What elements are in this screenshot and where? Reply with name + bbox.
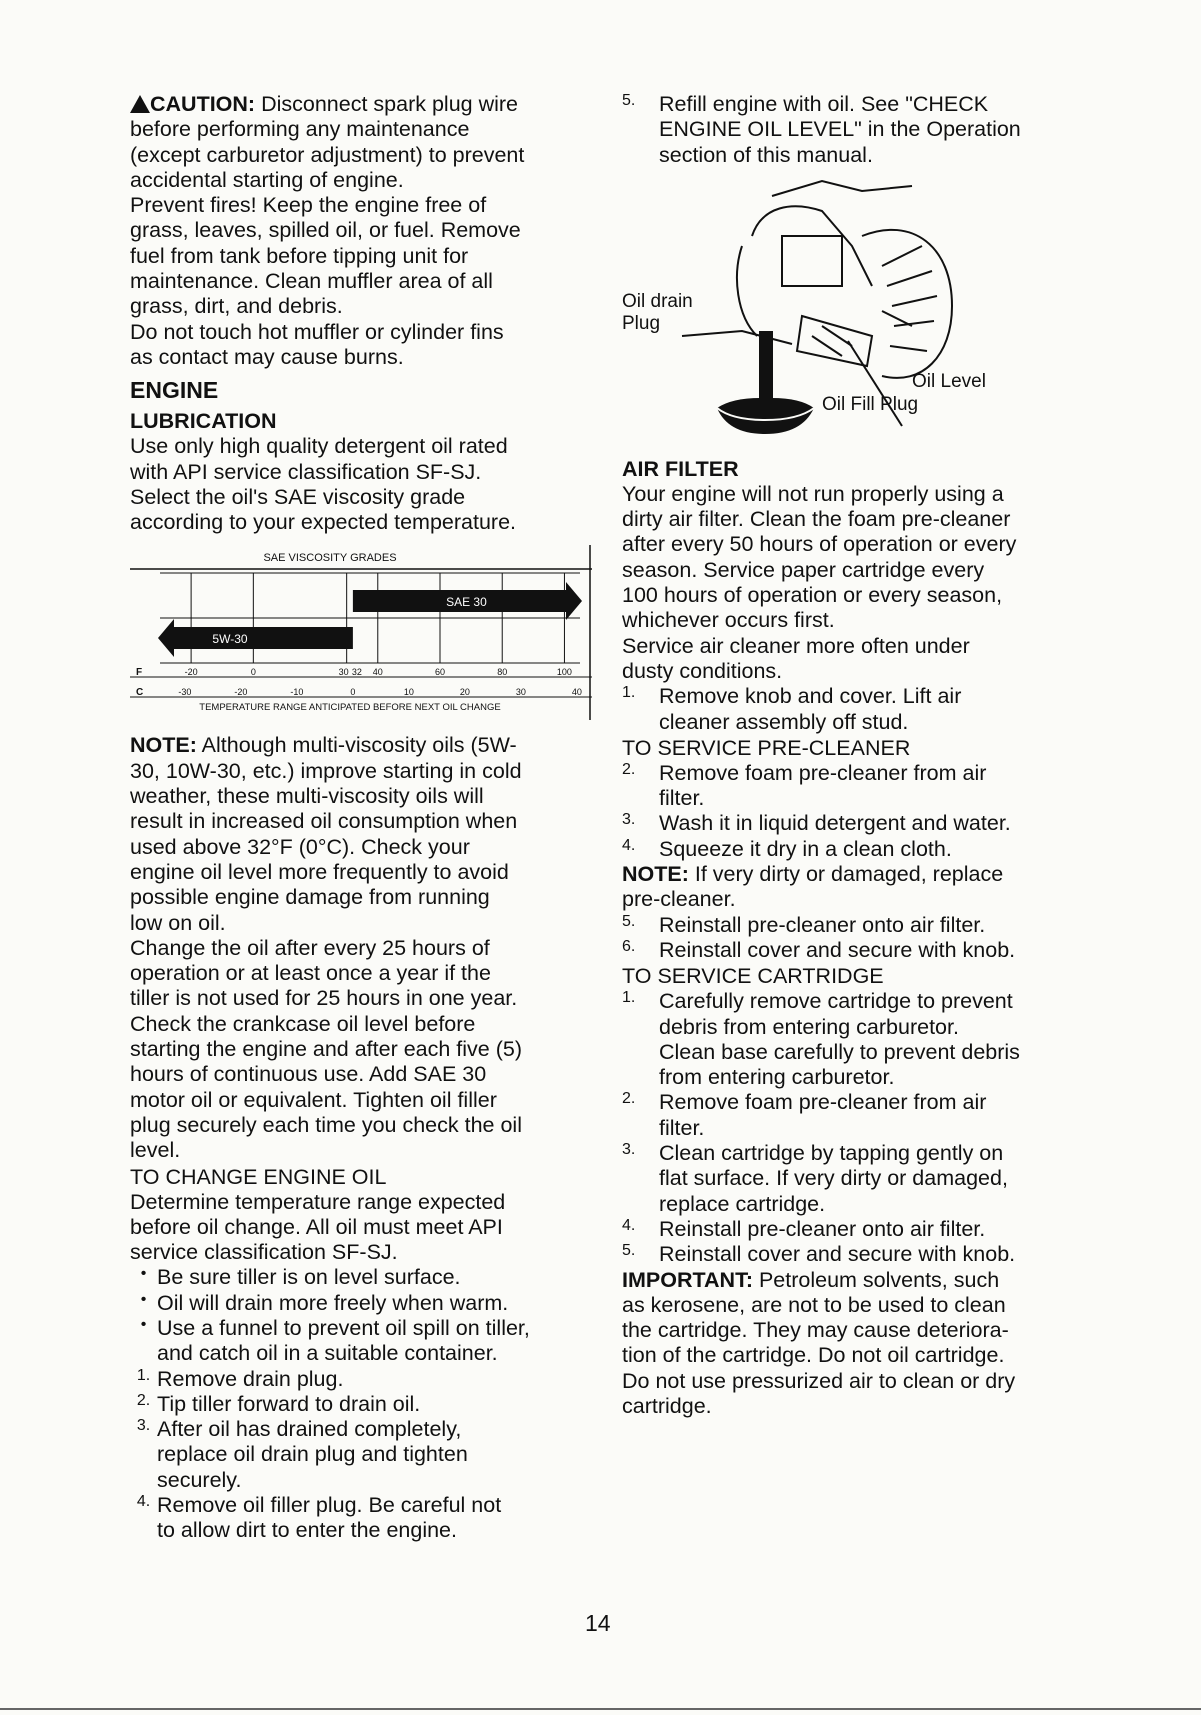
- f-tick-label: 40: [372, 667, 383, 678]
- step-text: Refill engine with oil. See "CHECK: [659, 92, 989, 116]
- important-line: as kerosene, are not to be used to clean: [622, 1292, 1006, 1317]
- cartridge-step: [622, 1217, 1084, 1242]
- lubrication-line: Select the oil's SAE viscosity grade: [130, 484, 466, 509]
- lubrication-line: with API service classification SF-SJ.: [130, 459, 482, 484]
- bullet-icon: •: [140, 1290, 147, 1308]
- change-oil-line: before oil change. All oil must meet API: [130, 1214, 503, 1239]
- step-number: 2.: [136, 1391, 151, 1409]
- change-oil-line: Determine temperature range expected: [130, 1189, 506, 1214]
- important-line: Petroleum solvents, such: [752, 1267, 1000, 1292]
- note-line: 30, 10W-30, etc.) improve starting in cold: [130, 758, 522, 783]
- air-filter-line: season. Service paper cartridge every: [622, 557, 985, 582]
- bullet-list: [130, 1265, 595, 1366]
- step-text: ENGINE OIL LEVEL" in the Operation: [659, 117, 1021, 142]
- note-line: operation or at least once a year if the: [130, 961, 491, 986]
- step-text: to allow dirt to enter the engine.: [157, 1518, 457, 1543]
- step-number: [130, 1442, 157, 1467]
- viscosity-bar-label: 5W-30: [212, 632, 248, 647]
- oil-drain-figure: [622, 176, 1084, 446]
- step-number: 3.: [622, 811, 636, 829]
- pre-cleaner-steps-2: [622, 913, 1084, 964]
- air-filter-line: Your engine will not run properly using a: [622, 481, 1004, 506]
- caution-line: before performing any maintenance: [130, 117, 470, 142]
- step-text: Clean base carefully to prevent debris: [659, 1039, 1020, 1064]
- change-oil-step: [130, 1417, 595, 1442]
- f-tick-label: 30: [338, 667, 349, 678]
- step-text: debris from entering carburetor.: [659, 1014, 959, 1039]
- oil-drain-label-line: Plug: [622, 312, 661, 334]
- note-line: motor oil or equivalent. Tighten oil filler: [130, 1087, 497, 1112]
- step-text: Remove foam pre-cleaner from air: [659, 760, 987, 785]
- step-text: securely.: [157, 1467, 242, 1492]
- change-oil-heading: TO CHANGE ENGINE OIL: [130, 1164, 387, 1189]
- bullet-item: [130, 1265, 595, 1290]
- c-tick-label: 10: [403, 687, 414, 698]
- c-axis-label: C: [136, 687, 144, 699]
- caution-line: accidental starting of engine.: [130, 167, 404, 192]
- step-number: 5.: [622, 1242, 636, 1260]
- step-number: 1.: [622, 684, 636, 702]
- important-line: cartridge.: [622, 1393, 712, 1418]
- step-number: 1.: [622, 989, 636, 1007]
- air-filter-step: [622, 684, 1084, 709]
- c-tick-label: 0: [350, 687, 356, 698]
- engine-heading: ENGINE: [130, 377, 219, 404]
- note-text: [130, 759, 595, 1164]
- step-text: Reinstall pre-cleaner onto air filter.: [659, 1216, 986, 1241]
- cartridge-step: [622, 989, 1084, 1014]
- refill-step-line: [622, 143, 1084, 168]
- c-tick-label: -10: [290, 687, 304, 698]
- note-line: used above 32°F (0°C). Check your: [130, 834, 470, 859]
- air-filter-step: [622, 710, 1084, 735]
- note-line: plug securely each time you check the oil: [130, 1112, 522, 1137]
- caution-line: grass, leaves, spilled oil, or fuel. Remove: [130, 218, 521, 243]
- step-text: Reinstall cover and secure with knob.: [659, 937, 1016, 962]
- cartridge-step: [622, 1090, 1084, 1115]
- c-tick-label: -20: [234, 687, 248, 698]
- bullet-icon: •: [140, 1265, 147, 1283]
- pre-cleaner-step: [622, 786, 1084, 811]
- lubrication-text: [130, 434, 595, 535]
- step-number: [622, 1192, 659, 1217]
- step-text: flat surface. If very dirty or damaged,: [659, 1166, 1008, 1191]
- bullet-text: Be sure tiller is on level surface.: [157, 1265, 461, 1290]
- oil-level-label: Oil Level: [912, 370, 986, 392]
- step-text: Reinstall pre-cleaner onto air filter.: [659, 912, 986, 937]
- f-tick-label: 60: [434, 667, 446, 678]
- cartridge-step: [622, 1040, 1084, 1065]
- bottom-rule: [0, 1708, 1201, 1710]
- step-number: 5.: [622, 92, 636, 109]
- air-filter-text: [622, 482, 1084, 684]
- step-text: cleaner assembly off stud.: [659, 709, 909, 734]
- step-text: filter.: [659, 1115, 705, 1140]
- step-number: [622, 1065, 659, 1090]
- step-text: Remove drain plug.: [157, 1366, 344, 1391]
- step-number: 3.: [622, 1141, 636, 1159]
- oil-fill-plug-label: Oil Fill Plug: [822, 393, 919, 415]
- step-number: 4.: [136, 1493, 151, 1511]
- left-column: [130, 92, 595, 1544]
- change-oil-step: [130, 1493, 595, 1518]
- air-filter-line: whichever occurs first.: [622, 608, 835, 633]
- bullet-icon: [130, 1341, 157, 1366]
- bullet-item: [130, 1291, 595, 1316]
- note-line: weather, these multi-viscosity oils will: [130, 784, 484, 809]
- pre-note-line: If very dirty or damaged, replace: [688, 862, 1004, 887]
- note-first-line: [130, 733, 595, 758]
- note-line: engine oil level more frequently to avoid: [130, 859, 509, 884]
- pre-cleaner-step: [622, 913, 1084, 938]
- oil-drain-label: [622, 291, 693, 335]
- cartridge-step: [622, 1166, 1084, 1191]
- f-axis-label: F: [136, 667, 143, 679]
- change-oil-step: [130, 1442, 595, 1467]
- f-tick-label: 0: [250, 667, 256, 678]
- refill-step: [622, 92, 1084, 168]
- important-line: the cartridge. They may cause deteriora-: [622, 1318, 1009, 1343]
- cartridge-step: [622, 1242, 1084, 1267]
- step-text: After oil has drained completely,: [157, 1417, 462, 1442]
- caution-line: Prevent fires! Keep the engine free of: [130, 193, 487, 218]
- step-number: [622, 1015, 659, 1040]
- change-oil-step: [130, 1518, 595, 1543]
- oil-drain-label-line: Oil drain: [622, 290, 693, 312]
- caution-line: as contact may cause burns.: [130, 344, 404, 369]
- pre-cleaner-step: [622, 837, 1084, 862]
- note-line: hours of continuous use. Add SAE 30: [130, 1062, 487, 1087]
- step-number: [622, 143, 659, 168]
- f-tick-label: 100: [556, 667, 572, 678]
- viscosity-bar: [158, 619, 353, 657]
- pre-note-label: NOTE:: [622, 862, 689, 887]
- pre-cleaner-step: [622, 938, 1084, 963]
- chart-xlabel: TEMPERATURE RANGE ANTICIPATED BEFORE NEXT OIL CHANGE: [199, 702, 501, 714]
- note-label: NOTE:: [130, 733, 197, 758]
- step-number: [622, 1040, 659, 1065]
- pre-cleaner-step: [622, 761, 1084, 786]
- step-number: 2.: [622, 760, 636, 778]
- pre-cleaner-step: [622, 811, 1084, 836]
- f-tick-label: 80: [497, 667, 508, 678]
- lubrication-line: Use only high quality detergent oil rated: [130, 434, 508, 459]
- step-text: Remove foam pre-cleaner from air: [659, 1090, 987, 1115]
- caution-line: maintenance. Clean muffler area of all: [130, 269, 493, 294]
- viscosity-bar-label: SAE 30: [446, 595, 487, 610]
- step-text: section of this manual.: [659, 142, 873, 167]
- important-text: [622, 1293, 1084, 1419]
- important-line: tion of the cartridge. Do not oil cartridge.: [622, 1343, 1005, 1368]
- air-filter-steps: [622, 684, 1084, 735]
- lubrication-heading: LUBRICATION: [130, 409, 277, 434]
- change-oil-line: service classification SF-SJ.: [130, 1240, 398, 1265]
- step-number: 3.: [136, 1417, 151, 1435]
- bullet-icon: •: [140, 1315, 147, 1333]
- air-filter-line: 100 hours of operation or every season,: [622, 583, 1003, 608]
- step-text: Remove oil filler plug. Be careful not: [157, 1493, 502, 1518]
- f-tick-label: -20: [184, 667, 198, 678]
- step-text: filter.: [659, 786, 705, 811]
- note-line: level.: [130, 1138, 181, 1163]
- step-text: Wash it in liquid detergent and water.: [659, 811, 1011, 836]
- step-text: Tip tiller forward to drain oil.: [157, 1391, 421, 1416]
- step-text: Clean cartridge by tapping gently on: [659, 1141, 1004, 1166]
- pre-note-line: pre-cleaner.: [622, 887, 736, 912]
- caution-line: grass, dirt, and debris.: [130, 294, 343, 319]
- step-number: 6.: [622, 937, 636, 955]
- caution-line: Do not touch hot muffler or cylinder fins: [130, 319, 504, 344]
- page-number: 14: [585, 1610, 611, 1636]
- caution-label: CAUTION:: [150, 92, 256, 116]
- important-line: Do not use pressurized air to clean or dry: [622, 1368, 1016, 1393]
- caution-line: Disconnect spark plug wire: [255, 92, 519, 116]
- step-number: [622, 786, 659, 811]
- step-text: Reinstall cover and secure with knob.: [659, 1242, 1016, 1267]
- pre-cleaner-heading: TO SERVICE PRE-CLEANER: [622, 735, 911, 760]
- air-filter-line: after every 50 hours of operation or every: [622, 532, 1017, 557]
- step-number: [622, 117, 659, 142]
- chart-title: SAE VISCOSITY GRADES: [263, 552, 397, 565]
- step-number: 5.: [622, 912, 636, 930]
- change-oil-text: [130, 1190, 595, 1266]
- cartridge-steps: [622, 989, 1084, 1267]
- step-text: from entering carburetor.: [659, 1065, 895, 1090]
- pre-cleaner-steps: [622, 761, 1084, 862]
- air-filter-line: Service air cleaner more often under: [622, 633, 970, 658]
- air-filter-line: dirty air filter. Clean the foam pre-cleaner: [622, 507, 1011, 532]
- c-tick-label: 40: [571, 687, 582, 698]
- step-number: [622, 1166, 659, 1191]
- bullet-item: [130, 1341, 595, 1366]
- step-text: Squeeze it dry in a clean cloth.: [659, 836, 952, 861]
- step-number: 1.: [136, 1366, 151, 1384]
- refill-step-line: [622, 117, 1084, 142]
- important-first-line: [622, 1268, 1084, 1293]
- cartridge-step: [622, 1141, 1084, 1166]
- cartridge-heading: TO SERVICE CARTRIDGE: [622, 964, 884, 989]
- caution-line: fuel from tank before tipping unit for: [130, 243, 469, 268]
- caution-first-line: [130, 92, 595, 117]
- caution-line: (except carburetor adjustment) to prevent: [130, 142, 525, 167]
- note-line: tiller is not used for 25 hours in one year.: [130, 986, 518, 1011]
- cartridge-step: [622, 1116, 1084, 1141]
- note-line: Change the oil after every 25 hours of: [130, 935, 490, 960]
- f-tick-label: 32: [351, 667, 362, 678]
- step-number: 2.: [622, 1090, 636, 1108]
- change-oil-step: [130, 1392, 595, 1417]
- c-tick-label: 20: [459, 687, 470, 698]
- change-oil-step: [130, 1367, 595, 1392]
- bullet-text: Oil will drain more freely when warm.: [157, 1290, 509, 1315]
- cartridge-step: [622, 1015, 1084, 1040]
- lubrication-line: according to your expected temperature.: [130, 510, 517, 535]
- step-number: [130, 1518, 157, 1543]
- step-number: [622, 710, 659, 735]
- note-line: result in increased oil consumption when: [130, 809, 518, 834]
- note-line: Although multi-viscosity oils (5W-: [196, 733, 517, 758]
- cartridge-step: [622, 1065, 1084, 1090]
- air-filter-line: dusty conditions.: [622, 658, 783, 683]
- pre-note-first-line: [622, 862, 1084, 887]
- note-line: possible engine damage from running: [130, 885, 490, 910]
- bullet-item: [130, 1316, 595, 1341]
- step-text: Carefully remove cartridge to prevent: [659, 989, 1013, 1014]
- step-number: [130, 1468, 157, 1493]
- bullet-text: and catch oil in a suitable container.: [157, 1341, 498, 1366]
- air-filter-heading: AIR FILTER: [622, 456, 739, 481]
- change-oil-step: [130, 1468, 595, 1493]
- right-column: [622, 92, 1084, 1419]
- important-label: IMPORTANT:: [622, 1267, 753, 1292]
- warning-icon: [130, 95, 150, 113]
- change-oil-steps: [130, 1367, 595, 1544]
- note-line: low on oil.: [130, 910, 226, 935]
- bullet-text: Use a funnel to prevent oil spill on tiller,: [157, 1315, 530, 1340]
- step-number: 4.: [622, 836, 636, 854]
- note-line: Check the crankcase oil level before: [130, 1011, 476, 1036]
- refill-step-line: [622, 92, 1084, 117]
- c-tick-label: -30: [178, 687, 192, 698]
- viscosity-chart: [130, 545, 592, 725]
- step-number: 4.: [622, 1216, 636, 1234]
- viscosity-chart-svg: [130, 545, 592, 725]
- step-text: Remove knob and cover. Lift air: [659, 684, 962, 709]
- c-tick-label: 30: [515, 687, 526, 698]
- caution-text: [130, 117, 595, 370]
- cartridge-step: [622, 1192, 1084, 1217]
- step-number: [622, 1116, 659, 1141]
- step-text: replace oil drain plug and tighten: [157, 1442, 468, 1467]
- step-text: replace cartridge.: [659, 1191, 826, 1216]
- note-line: starting the engine and after each five (5): [130, 1037, 523, 1062]
